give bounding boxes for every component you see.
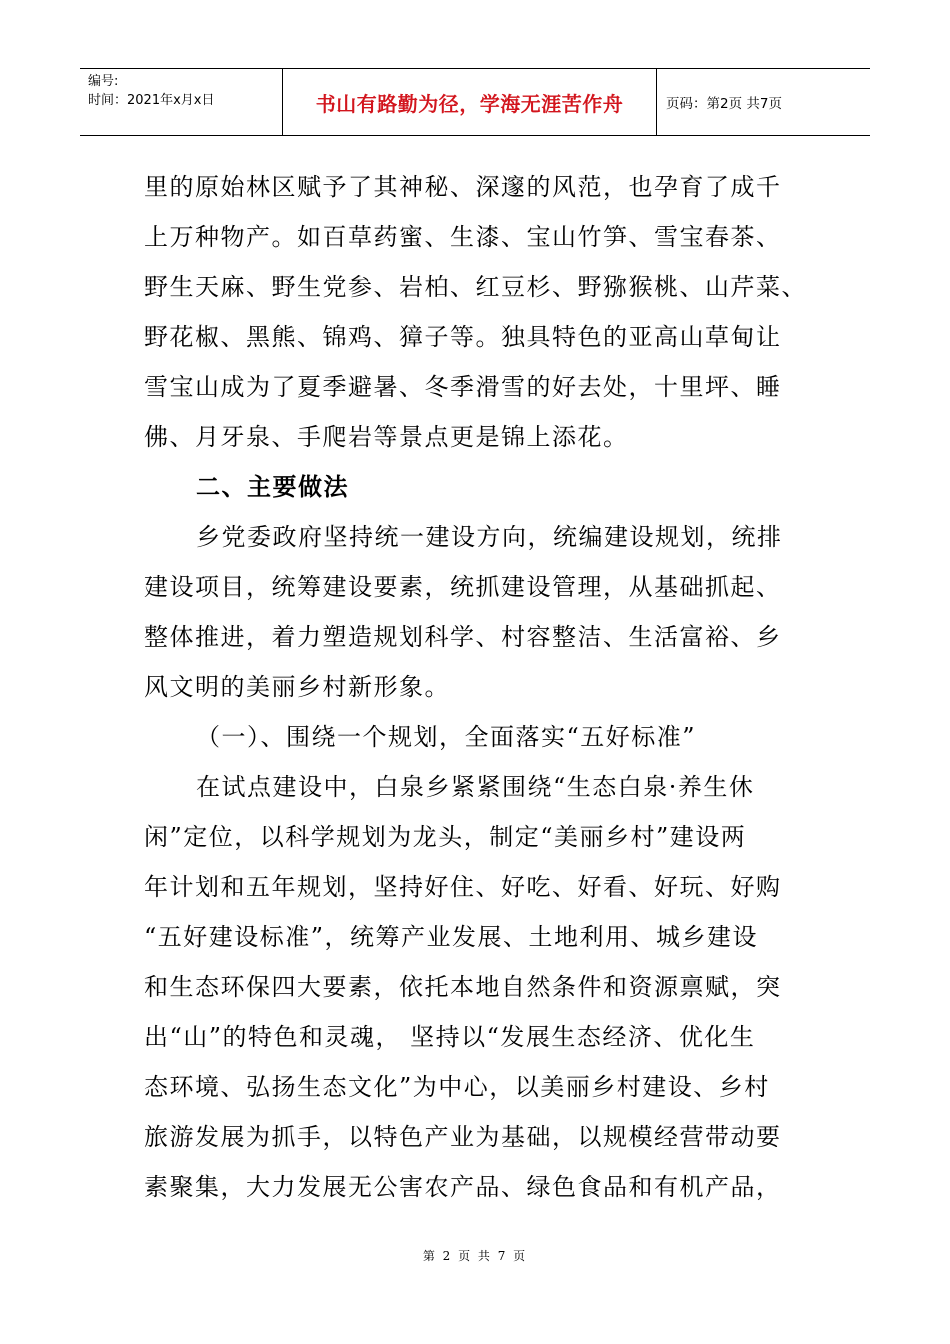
page-header: [80, 68, 870, 136]
text-line: 雪宝山成为了夏季避暑、冬季滑雪的好去处，十里坪、睡: [144, 373, 782, 401]
text-line: 野花椒、黑熊、锦鸡、獐子等。独具特色的亚高山草甸让: [144, 323, 782, 351]
page-footer: 第 2 页 共 7 页: [422, 1249, 528, 1263]
text-line: 乡党委政府坚持统一建设方向，统编建设规划，统排: [196, 523, 783, 551]
text-line: 旅游发展为抓手，以特色产业为基础，以规模经营带动要: [144, 1123, 782, 1151]
header-meta: [80, 69, 282, 135]
text-line: 态环境、弘扬生态文化”为中心，以美丽乡村建设、乡村: [144, 1073, 770, 1101]
text-line: “五好建设标准”，统筹产业发展、土地利用、城乡建设: [144, 923, 759, 951]
text-line: 出“山”的特色和灵魂， 坚持以“发展生态经济、优化生: [144, 1023, 756, 1051]
header-page-info: 页码：第2页 共7页: [666, 96, 782, 112]
text-line: 风文明的美丽乡村新形象。: [144, 673, 450, 701]
text-line: 和生态环保四大要素，依托本地自然条件和资源禀赋，突: [144, 973, 782, 1001]
text-line: 佛、月牙泉、手爬岩等景点更是锦上添花。: [144, 423, 629, 451]
subsection-heading: （一）、围绕一个规划，全面落实“五好标准”: [196, 723, 697, 751]
section-heading: 二、主要做法: [196, 473, 349, 501]
text-line: 闲”定位，以科学规划为龙头，制定“美丽乡村”建设两: [144, 823, 747, 851]
number-label: 编号:: [88, 74, 119, 89]
text-line: 野生天麻、野生党参、岩柏、红豆杉、野猕猴桃、山芹菜、: [144, 273, 807, 301]
text-line: 素聚集，大力发展无公害农产品、绿色食品和有机产品，: [144, 1173, 782, 1201]
text-line: 整体推进，着力塑造规划科学、村容整洁、生活富裕、乡: [144, 623, 782, 651]
time-label: 时间：2021年x月x日: [88, 93, 215, 108]
header-motto: 书山有路勤为径，学海无涯苦作舟: [282, 69, 657, 135]
text-line: 年计划和五年规划，坚持好住、好吃、好看、好玩、好购: [144, 873, 782, 901]
text-line: 在试点建设中，白泉乡紧紧围绕“生态白泉·养生休: [196, 773, 755, 801]
text-line: 建设项目，统筹建设要素，统抓建设管理，从基础抓起、: [144, 573, 782, 601]
document-body: [144, 162, 806, 1212]
text-line: 上万种物产。如百草药蜜、生漆、宝山竹笋、雪宝春茶、: [144, 223, 782, 251]
text-line: 里的原始林区赋予了其神秘、深邃的风范，也孕育了成千: [144, 173, 782, 201]
